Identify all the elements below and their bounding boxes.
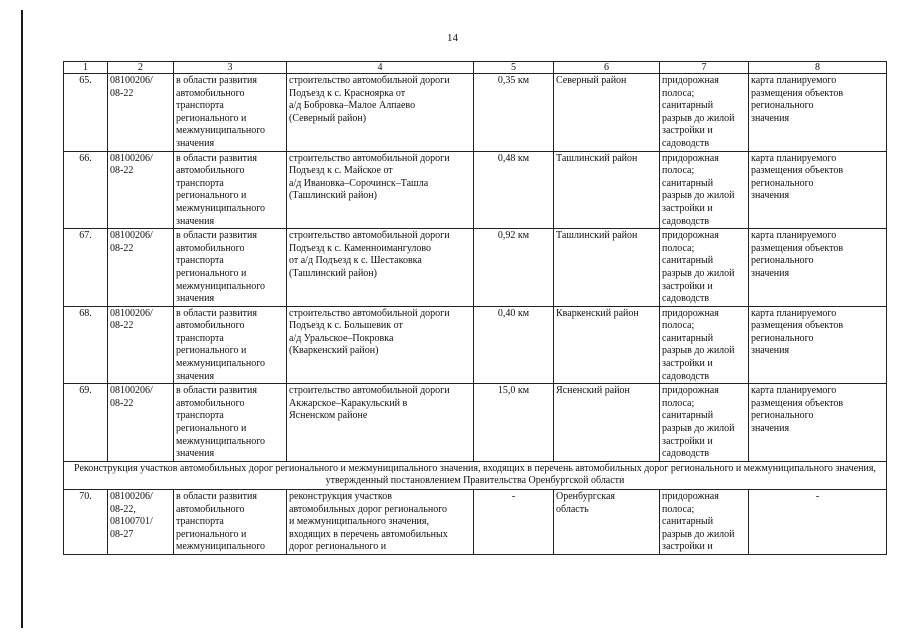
row-area: в области развития автомобильного транспорта регионального и межмуниципального bbox=[174, 490, 287, 555]
col-header-4: 4 bbox=[287, 62, 474, 74]
row-length: 0,40 км bbox=[474, 306, 554, 384]
col-header-8: 8 bbox=[749, 62, 887, 74]
row-area: в области развития автомобильного транспорта регионального и межмуниципального значения bbox=[174, 384, 287, 462]
row-map: карта планируемого размещения объектов регионального значения bbox=[749, 74, 887, 152]
table-row bbox=[64, 229, 887, 307]
row-number: 70. bbox=[64, 490, 108, 555]
row-code: 08100206/ 08-22 bbox=[108, 306, 174, 384]
row-number: 66. bbox=[64, 151, 108, 229]
row-district: Северный район bbox=[554, 74, 660, 152]
row-object: строительство автомобильной дороги Акжарское–Каракульский в Ясненском районе bbox=[287, 384, 474, 462]
row-number: 69. bbox=[64, 384, 108, 462]
row-length: 0,35 км bbox=[474, 74, 554, 152]
row-map: карта планируемого размещения объектов регионального значения bbox=[749, 306, 887, 384]
col-header-3: 3 bbox=[174, 62, 287, 74]
row-district: Ташлинский район bbox=[554, 229, 660, 307]
row-code: 08100206/ 08-22 bbox=[108, 229, 174, 307]
row-area: в области развития автомобильного транспорта регионального и межмуниципального значения bbox=[174, 229, 287, 307]
row-zone: придорожная полоса; санитарный разрыв до жилой застройки и садоводств bbox=[660, 306, 749, 384]
table-row bbox=[64, 74, 887, 152]
row-zone: придорожная полоса; санитарный разрыв до жилой застройки и bbox=[660, 490, 749, 555]
row-object: строительство автомобильной дороги Подъезд к с. Майское от а/д Ивановка–Сорочинск–Ташла (Ташлинский район) bbox=[287, 151, 474, 229]
row-zone: придорожная полоса; санитарный разрыв до жилой застройки и садоводств bbox=[660, 229, 749, 307]
col-header-6: 6 bbox=[554, 62, 660, 74]
row-code: 08100206/ 08-22 bbox=[108, 151, 174, 229]
row-area: в области развития автомобильного транспорта регионального и межмуниципального значения bbox=[174, 74, 287, 152]
row-object: строительство автомобильной дороги Подъезд к с. Большевик от а/д Уральское–Покровка (Кваркенский район) bbox=[287, 306, 474, 384]
section-heading: Реконструкция участков автомобильных дорог регионального и межмуниципального значения, входящих в перечень автомобильных дорог регионального и межмуниципального значения, утвержденный постановлением Правительства Оренбургской области bbox=[64, 461, 887, 489]
col-header-1: 1 bbox=[64, 62, 108, 74]
header-row bbox=[64, 62, 887, 74]
row-map: карта планируемого размещения объектов регионального значения bbox=[749, 384, 887, 462]
page-number: 14 bbox=[447, 32, 458, 44]
table-row bbox=[64, 384, 887, 462]
row-object: реконструкция участков автомобильных дорог регионального и межмуниципального значения, входящих в перечень автомобильных дорог регионального и bbox=[287, 490, 474, 555]
row-number: 65. bbox=[64, 74, 108, 152]
row-code: 08100206/ 08-22, 08100701/ 08-27 bbox=[108, 490, 174, 555]
row-zone: придорожная полоса; санитарный разрыв до жилой застройки и садоводств bbox=[660, 74, 749, 152]
row-zone: придорожная полоса; санитарный разрыв до жилой застройки и садоводств bbox=[660, 151, 749, 229]
row-object: строительство автомобильной дороги Подъезд к с. Красноярка от а/д Бобровка–Малое Алпаево (Северный район) bbox=[287, 74, 474, 152]
row-district: Оренбургская область bbox=[554, 490, 660, 555]
row-length: 15,0 км bbox=[474, 384, 554, 462]
row-district: Кваркенский район bbox=[554, 306, 660, 384]
row-number: 68. bbox=[64, 306, 108, 384]
row-code: 08100206/ 08-22 bbox=[108, 74, 174, 152]
row-map: карта планируемого размещения объектов регионального значения bbox=[749, 229, 887, 307]
row-number: 67. bbox=[64, 229, 108, 307]
row-code: 08100206/ 08-22 bbox=[108, 384, 174, 462]
col-header-5: 5 bbox=[474, 62, 554, 74]
row-object: строительство автомобильной дороги Подъезд к с. Каменноимангулово от а/д Подъезд к с. Шестаковка (Ташлинский район) bbox=[287, 229, 474, 307]
row-district: Ташлинский район bbox=[554, 151, 660, 229]
table-row bbox=[64, 490, 887, 555]
table-row bbox=[64, 306, 887, 384]
row-map: карта планируемого размещения объектов регионального значения bbox=[749, 151, 887, 229]
col-header-7: 7 bbox=[660, 62, 749, 74]
row-area: в области развития автомобильного транспорта регионального и межмуниципального значения bbox=[174, 306, 287, 384]
row-map: - bbox=[749, 490, 887, 555]
col-header-2: 2 bbox=[108, 62, 174, 74]
row-district: Ясненский район bbox=[554, 384, 660, 462]
binding-margin-line bbox=[21, 10, 23, 628]
objects-table bbox=[63, 61, 887, 555]
row-zone: придорожная полоса; санитарный разрыв до жилой застройки и садоводств bbox=[660, 384, 749, 462]
row-length: 0,92 км bbox=[474, 229, 554, 307]
row-length: - bbox=[474, 490, 554, 555]
section-heading-row bbox=[64, 461, 887, 489]
row-length: 0,48 км bbox=[474, 151, 554, 229]
table-row bbox=[64, 151, 887, 229]
row-area: в области развития автомобильного транспорта регионального и межмуниципального значения bbox=[174, 151, 287, 229]
